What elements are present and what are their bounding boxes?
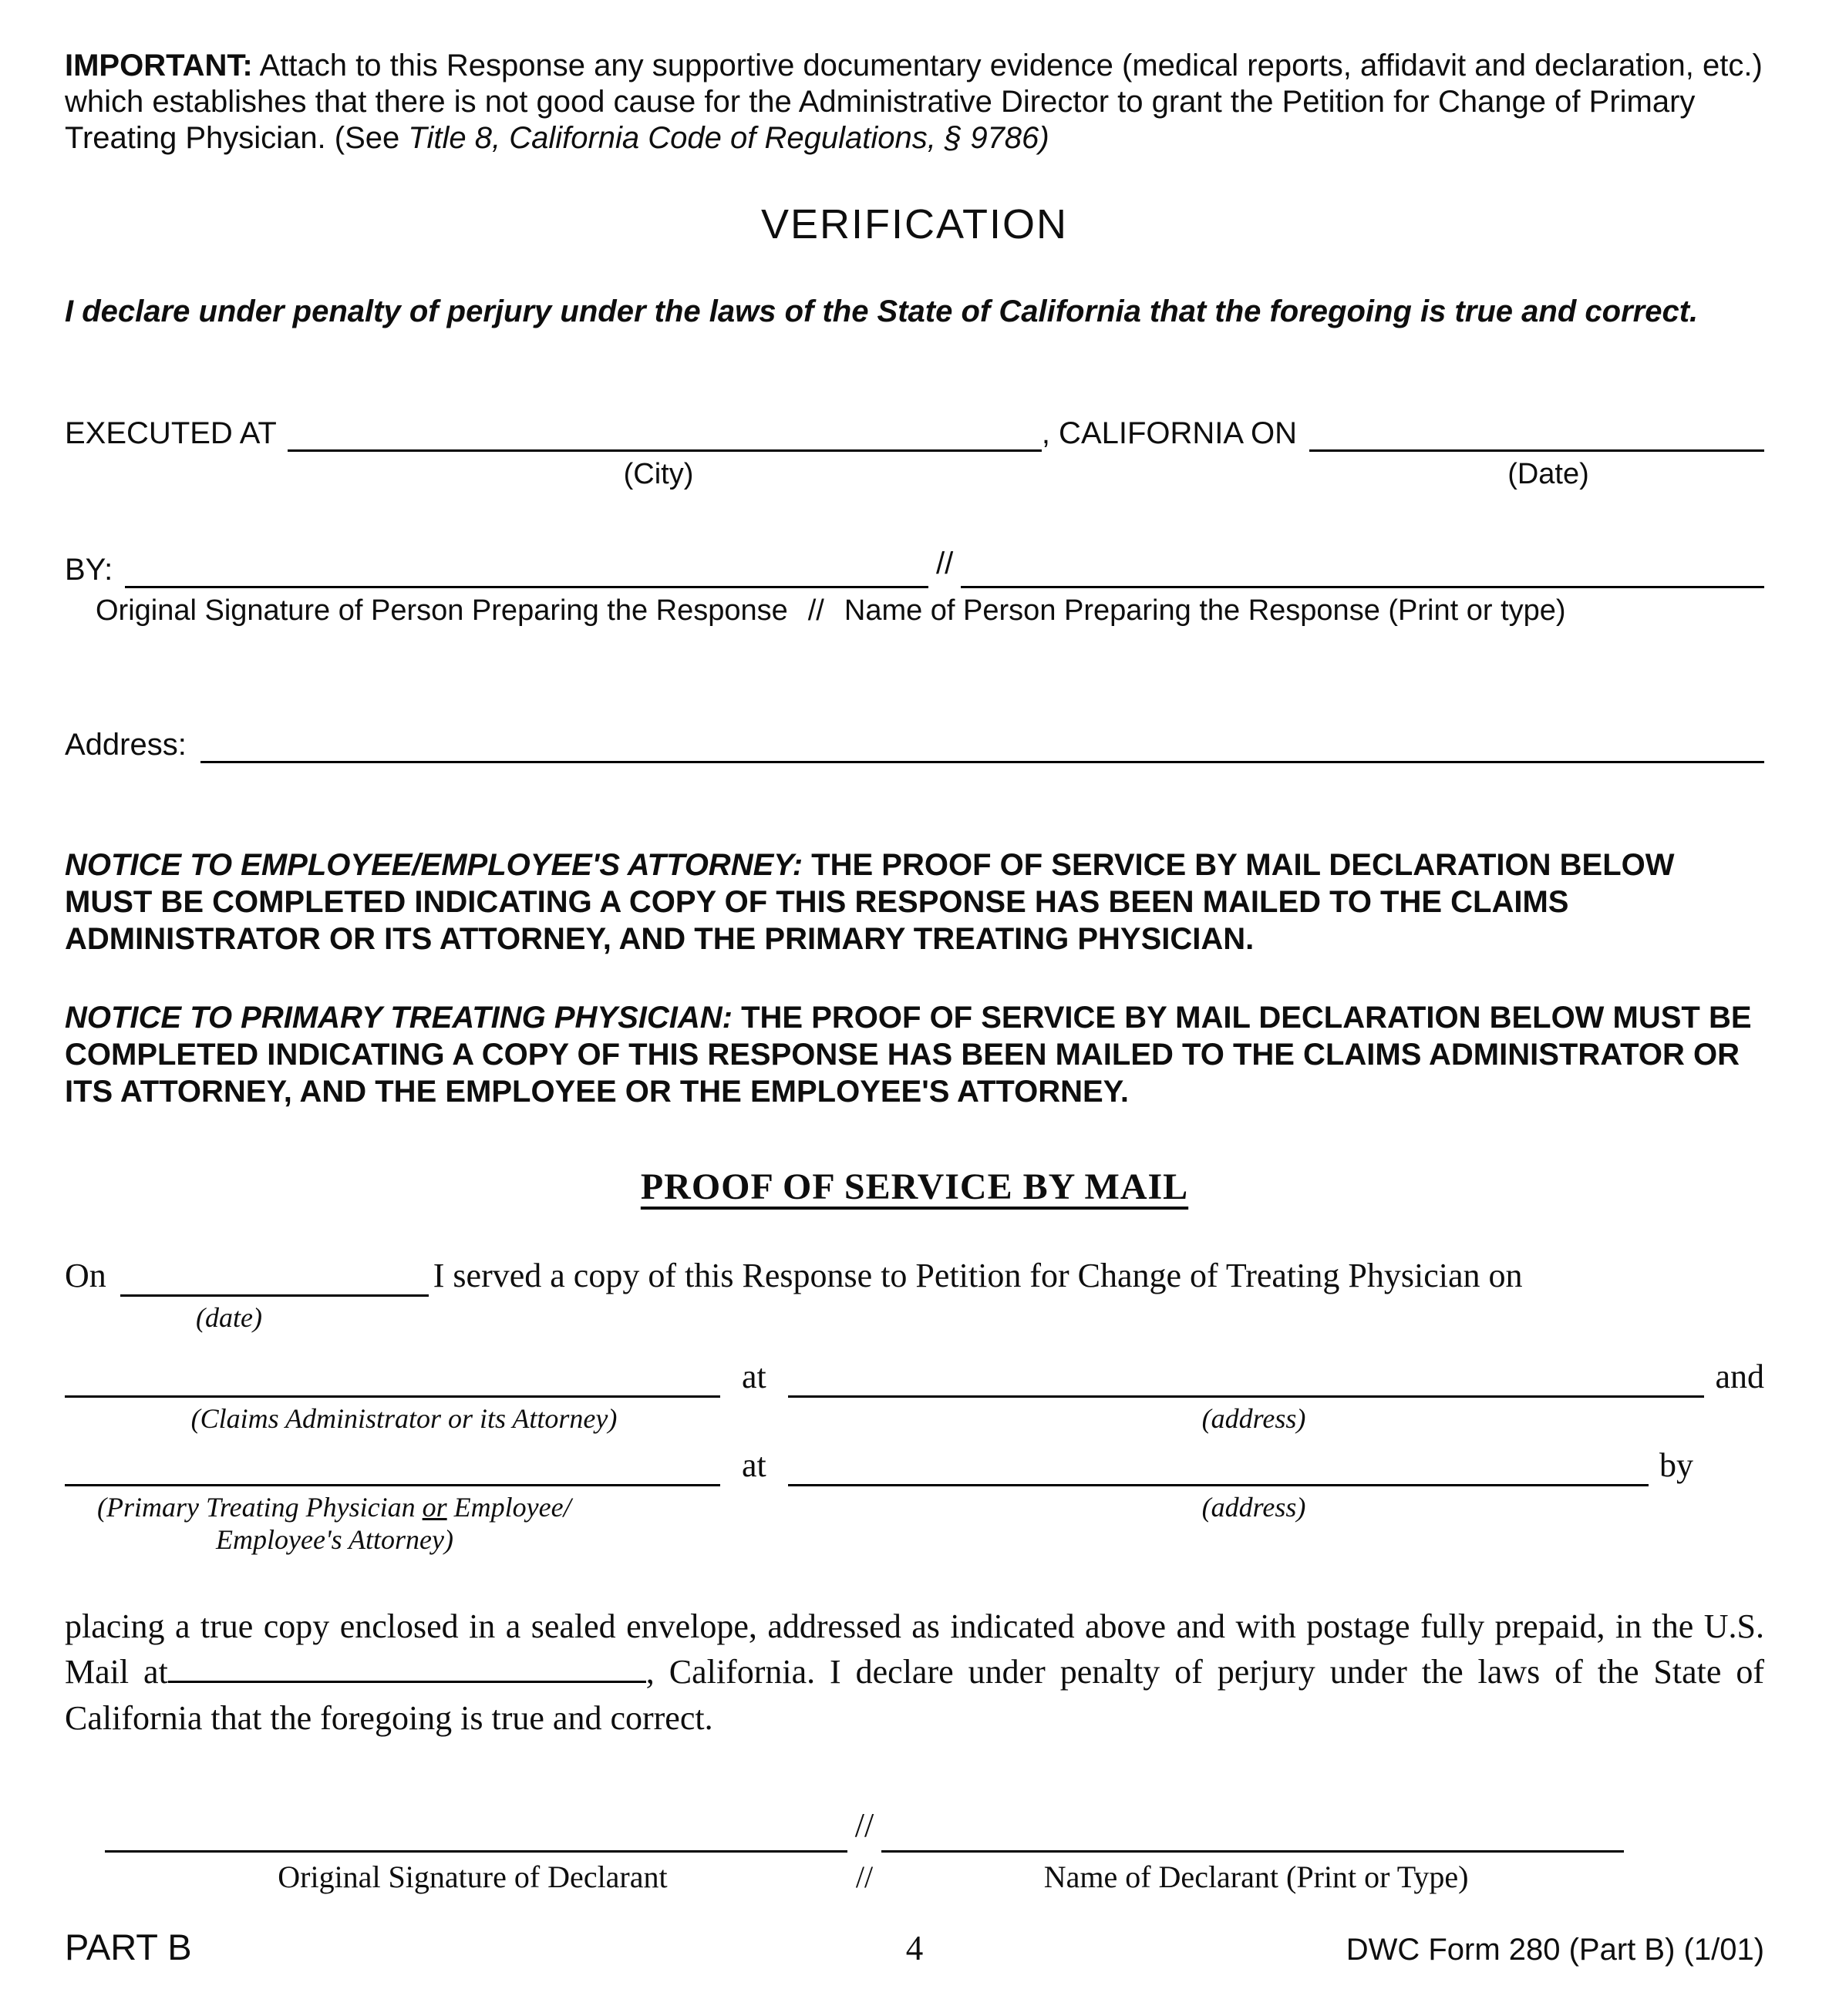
notice-physician-lead: NOTICE TO PRIMARY TREATING PHYSICIAN: (65, 1001, 733, 1035)
address-hint: (address) (1201, 1491, 1306, 1523)
by-row (65, 547, 1764, 588)
address-label: Address: (65, 728, 187, 762)
declarant-signature-row (105, 1806, 1624, 1853)
mailing-city-blank[interactable] (168, 1675, 646, 1683)
by-label: by (1659, 1446, 1693, 1484)
perjury-declaration: I declare under penalty of perjury under the laws of the State of California that the foregoing is true and correct. (65, 294, 1699, 329)
on-label: On (65, 1257, 106, 1295)
california-on-label: , CALIFORNIA ON (1041, 416, 1297, 451)
preparer-signature-hint: Original Signature of Person Preparing the Response (96, 594, 788, 628)
service-date-row (65, 1256, 1764, 1297)
claims-admin-hints (65, 1402, 1764, 1435)
by-label: BY: (65, 553, 113, 587)
physician-hints (65, 1491, 1764, 1556)
verification-title: VERIFICATION (760, 201, 1069, 248)
claims-admin-hint: (Claims Administrator or its Attorney) (190, 1402, 618, 1434)
physician-blank[interactable] (65, 1477, 720, 1486)
preparer-signature-blank[interactable] (125, 579, 928, 588)
executed-city-blank[interactable] (288, 443, 1042, 452)
notice-employee-lead: NOTICE TO EMPLOYEE/EMPLOYEE'S ATTORNEY: (65, 848, 803, 883)
physician-address-blank[interactable] (788, 1477, 1649, 1486)
notice-physician (65, 999, 1764, 1110)
preparer-name-blank[interactable] (961, 579, 1764, 588)
proof-of-service-title: PROOF OF SERVICE BY MAIL (640, 1166, 1189, 1208)
slash-separator: // (854, 1806, 874, 1844)
physician-hint-post: Employee/ (446, 1491, 571, 1523)
declarant-signature-hint: Original Signature of Declarant (278, 1859, 668, 1894)
service-date-blank[interactable] (120, 1287, 429, 1297)
physician-row (65, 1446, 1764, 1486)
executed-at-row (65, 415, 1764, 452)
important-text: Attach to this Response any supportive documentary evidence (medical reports, affidavit and declaration, etc.) which establishes that there is not good cause for the Administrative Director to grant the Petition for Change of Primary Treating Physician. (See (65, 49, 1763, 155)
preparer-address-blank[interactable] (200, 754, 1764, 763)
physician-hint-or: or (422, 1491, 447, 1523)
at-label: at (742, 1358, 766, 1396)
declarant-hints (105, 1859, 1624, 1895)
important-label: IMPORTANT: (65, 49, 253, 82)
city-hint: (City) (623, 458, 694, 491)
claims-admin-address-blank[interactable] (788, 1388, 1705, 1398)
notice-employee (65, 846, 1764, 958)
declarant-name-hint: Name of Declarant (Print or Type) (1043, 1859, 1469, 1894)
form-id: DWC Form 280 (Part B) (1/01) (1346, 1933, 1765, 1967)
page-number: 4 (905, 1929, 924, 1967)
placing-text-post: , California. I declare under penalty of perjury under the laws of the State of California that the foregoing is true and correct. (65, 1653, 1764, 1737)
important-text-suffix: ) (1039, 120, 1049, 155)
by-hints (65, 594, 1764, 628)
executed-at-hints (65, 458, 1764, 491)
part-label: PART B (65, 1927, 192, 1967)
address-hint: (address) (1201, 1402, 1306, 1434)
slash-separator: // (807, 594, 824, 628)
claims-admin-blank[interactable] (65, 1388, 720, 1398)
physician-hint-line2: Employee's Attorney) (216, 1523, 453, 1555)
preparer-name-hint: Name of Person Preparing the Response (Print or type) (844, 594, 1566, 628)
address-row (65, 726, 1764, 763)
date-hint: (Date) (1507, 458, 1589, 491)
placing-text-pre: placing a true copy enclosed in a sealed envelope, addressed as indicated above and with postage fully prepaid, in the U.S. Mail at (65, 1607, 1764, 1691)
declarant-signature-blank[interactable] (105, 1843, 847, 1853)
date-hint: (date) (196, 1302, 262, 1334)
declarant-name-blank[interactable] (881, 1843, 1624, 1853)
physician-hint (65, 1491, 743, 1556)
service-date-hint-row (65, 1301, 1764, 1334)
page-footer (65, 1926, 1764, 1968)
important-note (65, 48, 1764, 156)
at-label: at (742, 1446, 766, 1484)
claims-admin-row (65, 1357, 1764, 1398)
physician-hint-line1 (65, 1491, 743, 1523)
placing-paragraph (65, 1604, 1764, 1741)
slash-separator: // (855, 1859, 874, 1894)
regulation-citation: Title 8, California Code of Regulations, § 9786 (408, 120, 1039, 155)
executed-date-blank[interactable] (1309, 443, 1764, 452)
executed-at-label: EXECUTED AT (65, 416, 277, 451)
slash-separator: // (936, 547, 954, 581)
and-label: and (1715, 1358, 1764, 1396)
notice-physician-text: THE PROOF OF SERVICE BY MAIL DECLARATION BELOW MUST BE COMPLETED INDICATING A COPY OF THIS RESPONSE HAS BEEN MAILED TO THE CLAIMS ADMINISTRATOR OR ITS ATTORNEY, AND THE EMPLOYEE OR THE EMPLOYEE'S ATTORNEY. (65, 1001, 1752, 1109)
served-text: I served a copy of this Response to Petition for Change of Treating Physician on (433, 1257, 1523, 1295)
notice-employee-text: THE PROOF OF SERVICE BY MAIL DECLARATION BELOW MUST BE COMPLETED INDICATING A COPY OF THIS RESPONSE HAS BEEN MAILED TO THE CLAIMS ADMINISTRATOR OR ITS ATTORNEY, AND THE PRIMARY TREATING PHYSICIAN. (65, 848, 1675, 957)
physician-hint-pre: (Primary Treating Physician (97, 1491, 423, 1523)
